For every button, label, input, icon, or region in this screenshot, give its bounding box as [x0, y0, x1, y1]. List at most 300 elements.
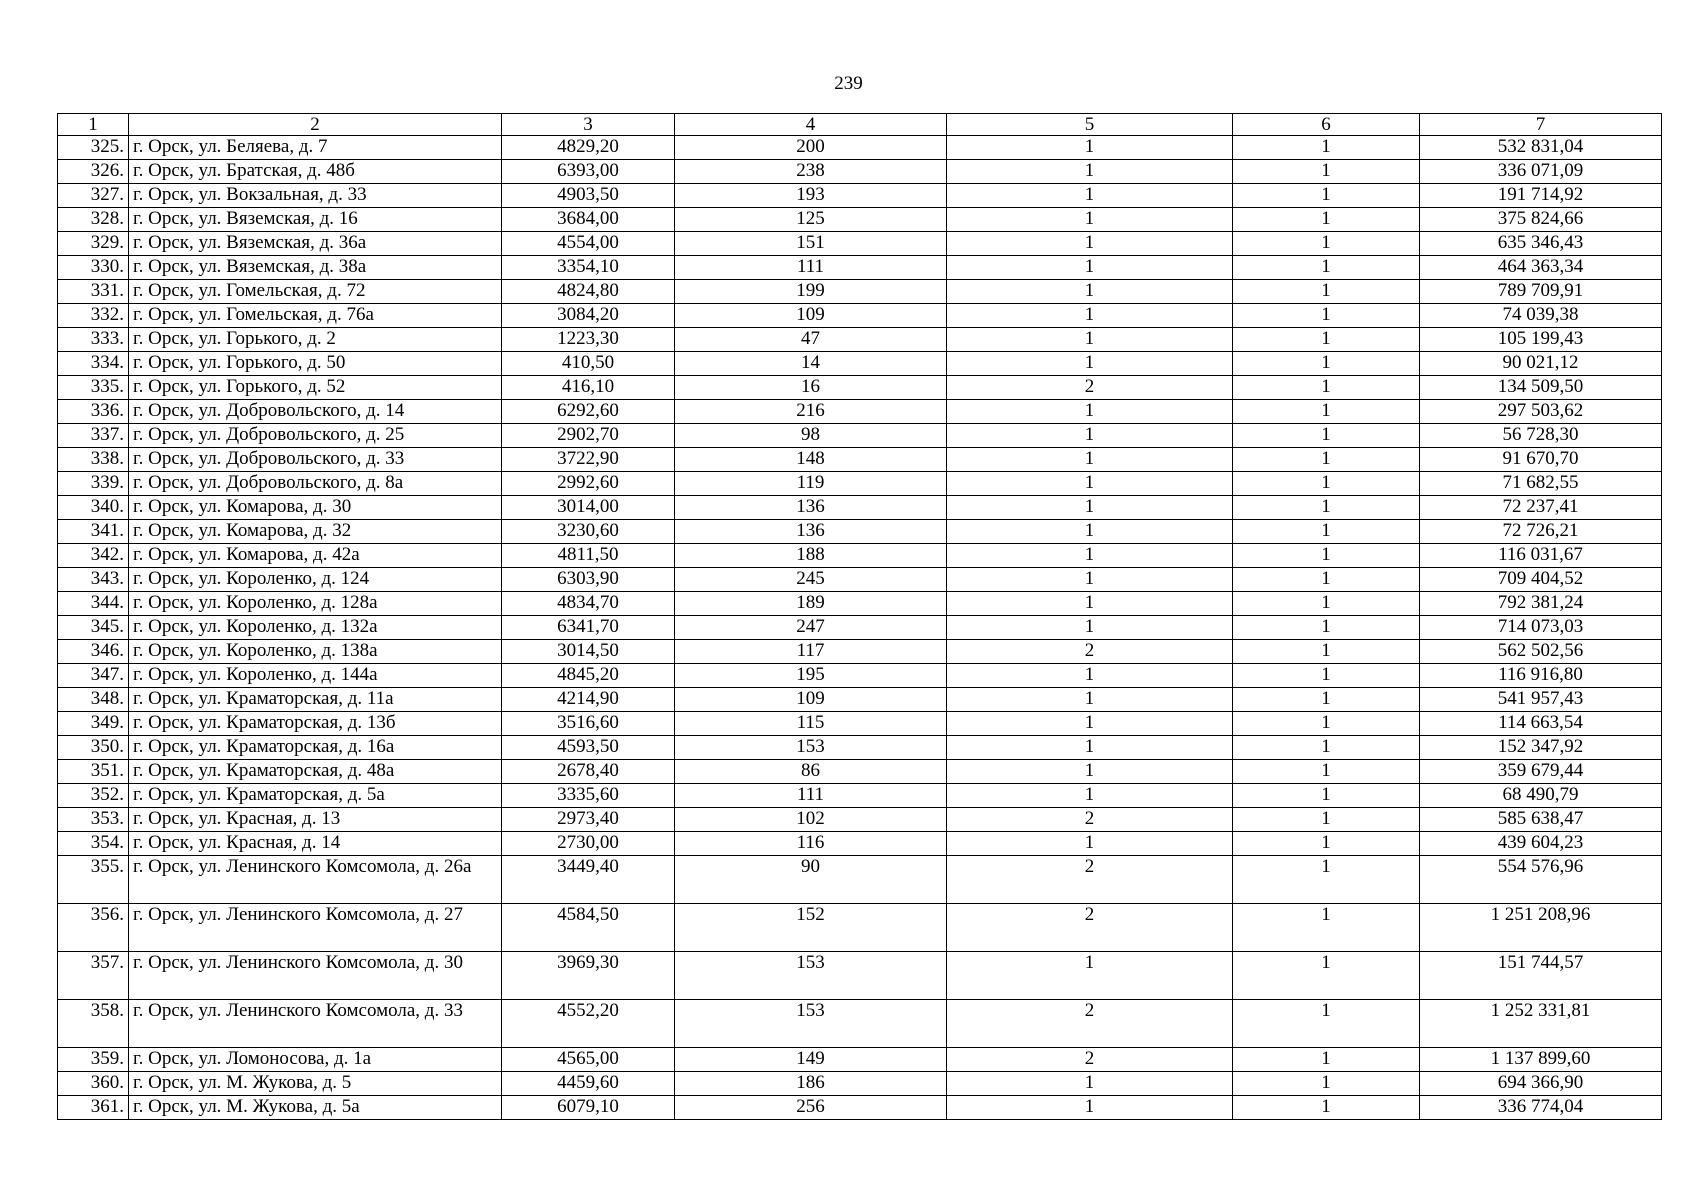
- area-cell: 3084,20: [502, 304, 675, 328]
- residents-cell: 102: [675, 808, 947, 832]
- residents-cell: 109: [675, 304, 947, 328]
- col6-cell: 1: [1233, 568, 1420, 592]
- table-row: [58, 328, 1662, 352]
- residents-cell: 151: [675, 232, 947, 256]
- amount-cell: 464 363,34: [1420, 256, 1662, 280]
- col6-cell: 1: [1233, 784, 1420, 808]
- area-cell: 2730,00: [502, 832, 675, 856]
- amount-cell: 532 831,04: [1420, 136, 1662, 160]
- residents-cell: 256: [675, 1096, 947, 1120]
- housing-register-table: [57, 113, 1662, 1120]
- table-row: [58, 616, 1662, 640]
- col6-cell: 1: [1233, 544, 1420, 568]
- col5-cell: 1: [947, 1072, 1233, 1096]
- column-number-row: [58, 114, 1662, 136]
- area-cell: 4824,80: [502, 280, 675, 304]
- address-cell: г. Орск, ул. Гомельская, д. 72: [129, 280, 502, 304]
- table-row: [58, 400, 1662, 424]
- residents-cell: 119: [675, 472, 947, 496]
- col5-cell: 1: [947, 232, 1233, 256]
- col5-cell: 1: [947, 712, 1233, 736]
- area-cell: 6079,10: [502, 1096, 675, 1120]
- amount-cell: 1 252 331,81: [1420, 1000, 1662, 1048]
- table-row: [58, 352, 1662, 376]
- row-number-cell: 332.: [58, 304, 129, 328]
- area-cell: 4834,70: [502, 592, 675, 616]
- column-header: 1: [58, 114, 129, 136]
- col6-cell: 1: [1233, 856, 1420, 904]
- address-cell: г. Орск, ул. Краматорская, д. 11а: [129, 688, 502, 712]
- area-cell: 3516,60: [502, 712, 675, 736]
- row-number-cell: 325.: [58, 136, 129, 160]
- row-number-cell: 341.: [58, 520, 129, 544]
- area-cell: 410,50: [502, 352, 675, 376]
- address-cell: г. Орск, ул. Вяземская, д. 38а: [129, 256, 502, 280]
- residents-cell: 193: [675, 184, 947, 208]
- table-row: [58, 520, 1662, 544]
- row-number-cell: 339.: [58, 472, 129, 496]
- address-cell: г. Орск, ул. Краматорская, д. 5а: [129, 784, 502, 808]
- col5-cell: 1: [947, 1096, 1233, 1120]
- table-row: [58, 952, 1662, 1000]
- amount-cell: 439 604,23: [1420, 832, 1662, 856]
- amount-cell: 116 916,80: [1420, 664, 1662, 688]
- row-number-cell: 328.: [58, 208, 129, 232]
- address-cell: г. Орск, ул. Ленинского Комсомола, д. 33: [129, 1000, 502, 1048]
- row-number-cell: 354.: [58, 832, 129, 856]
- address-cell: г. Орск, ул. Добровольского, д. 33: [129, 448, 502, 472]
- amount-cell: 72 726,21: [1420, 520, 1662, 544]
- page-number: 239: [834, 73, 863, 94]
- area-cell: 3684,00: [502, 208, 675, 232]
- amount-cell: 72 237,41: [1420, 496, 1662, 520]
- address-cell: г. Орск, ул. Ломоносова, д. 1а: [129, 1048, 502, 1072]
- address-cell: г. Орск, ул. Добровольского, д. 8а: [129, 472, 502, 496]
- address-cell: г. Орск, ул. Короленко, д. 138а: [129, 640, 502, 664]
- col5-cell: 1: [947, 304, 1233, 328]
- residents-cell: 90: [675, 856, 947, 904]
- col6-cell: 1: [1233, 352, 1420, 376]
- col5-cell: 1: [947, 784, 1233, 808]
- col5-cell: 1: [947, 760, 1233, 784]
- residents-cell: 186: [675, 1072, 947, 1096]
- table-row: [58, 232, 1662, 256]
- col5-cell: 2: [947, 856, 1233, 904]
- col5-cell: 1: [947, 664, 1233, 688]
- col6-cell: 1: [1233, 376, 1420, 400]
- col6-cell: 1: [1233, 304, 1420, 328]
- address-cell: г. Орск, ул. Краматорская, д. 48а: [129, 760, 502, 784]
- residents-cell: 111: [675, 256, 947, 280]
- address-cell: г. Орск, ул. Короленко, д. 128а: [129, 592, 502, 616]
- table-row: [58, 472, 1662, 496]
- residents-cell: 116: [675, 832, 947, 856]
- residents-cell: 109: [675, 688, 947, 712]
- row-number-cell: 331.: [58, 280, 129, 304]
- address-cell: г. Орск, ул. Короленко, д. 144а: [129, 664, 502, 688]
- table-row: [58, 664, 1662, 688]
- col6-cell: 1: [1233, 496, 1420, 520]
- col5-cell: 1: [947, 496, 1233, 520]
- row-number-cell: 346.: [58, 640, 129, 664]
- area-cell: 4552,20: [502, 1000, 675, 1048]
- amount-cell: 56 728,30: [1420, 424, 1662, 448]
- residents-cell: 47: [675, 328, 947, 352]
- amount-cell: 336 071,09: [1420, 160, 1662, 184]
- amount-cell: 714 073,03: [1420, 616, 1662, 640]
- address-cell: г. Орск, ул. Краматорская, д. 16а: [129, 736, 502, 760]
- residents-cell: 199: [675, 280, 947, 304]
- table-body: [58, 136, 1662, 1120]
- col5-cell: 1: [947, 328, 1233, 352]
- col5-cell: 1: [947, 616, 1233, 640]
- area-cell: 4593,50: [502, 736, 675, 760]
- col6-cell: 1: [1233, 400, 1420, 424]
- amount-cell: 105 199,43: [1420, 328, 1662, 352]
- area-cell: 6303,90: [502, 568, 675, 592]
- amount-cell: 151 744,57: [1420, 952, 1662, 1000]
- table-row: [58, 808, 1662, 832]
- col5-cell: 1: [947, 400, 1233, 424]
- table-row: [58, 712, 1662, 736]
- col6-cell: 1: [1233, 712, 1420, 736]
- col6-cell: 1: [1233, 616, 1420, 640]
- col6-cell: 1: [1233, 424, 1420, 448]
- residents-cell: 149: [675, 1048, 947, 1072]
- amount-cell: 191 714,92: [1420, 184, 1662, 208]
- residents-cell: 148: [675, 448, 947, 472]
- residents-cell: 16: [675, 376, 947, 400]
- column-header: 6: [1233, 114, 1420, 136]
- col5-cell: 1: [947, 832, 1233, 856]
- address-cell: г. Орск, ул. Комарова, д. 30: [129, 496, 502, 520]
- area-cell: 2902,70: [502, 424, 675, 448]
- row-number-cell: 344.: [58, 592, 129, 616]
- area-cell: 3230,60: [502, 520, 675, 544]
- amount-cell: 1 137 899,60: [1420, 1048, 1662, 1072]
- amount-cell: 554 576,96: [1420, 856, 1662, 904]
- col5-cell: 1: [947, 160, 1233, 184]
- amount-cell: 359 679,44: [1420, 760, 1662, 784]
- column-header: 7: [1420, 114, 1662, 136]
- address-cell: г. Орск, ул. Горького, д. 2: [129, 328, 502, 352]
- row-number-cell: 361.: [58, 1096, 129, 1120]
- row-number-cell: 358.: [58, 1000, 129, 1048]
- col6-cell: 1: [1233, 184, 1420, 208]
- column-header: 3: [502, 114, 675, 136]
- table-row: [58, 736, 1662, 760]
- amount-cell: 68 490,79: [1420, 784, 1662, 808]
- row-number-cell: 336.: [58, 400, 129, 424]
- table-row: [58, 1096, 1662, 1120]
- table-row: [58, 1000, 1662, 1048]
- residents-cell: 111: [675, 784, 947, 808]
- residents-cell: 152: [675, 904, 947, 952]
- amount-cell: 541 957,43: [1420, 688, 1662, 712]
- table-row: [58, 280, 1662, 304]
- row-number-cell: 333.: [58, 328, 129, 352]
- row-number-cell: 352.: [58, 784, 129, 808]
- col6-cell: 1: [1233, 1000, 1420, 1048]
- col5-cell: 2: [947, 1048, 1233, 1072]
- col5-cell: 1: [947, 136, 1233, 160]
- residents-cell: 86: [675, 760, 947, 784]
- amount-cell: 635 346,43: [1420, 232, 1662, 256]
- area-cell: 4554,00: [502, 232, 675, 256]
- col6-cell: 1: [1233, 448, 1420, 472]
- col6-cell: 1: [1233, 832, 1420, 856]
- residents-cell: 136: [675, 496, 947, 520]
- address-cell: г. Орск, ул. Ленинского Комсомола, д. 26а: [129, 856, 502, 904]
- area-cell: 416,10: [502, 376, 675, 400]
- col6-cell: 1: [1233, 760, 1420, 784]
- col6-cell: 1: [1233, 280, 1420, 304]
- area-cell: 4845,20: [502, 664, 675, 688]
- row-number-cell: 360.: [58, 1072, 129, 1096]
- residents-cell: 125: [675, 208, 947, 232]
- address-cell: г. Орск, ул. Красная, д. 13: [129, 808, 502, 832]
- amount-cell: 114 663,54: [1420, 712, 1662, 736]
- address-cell: г. Орск, ул. Беляева, д. 7: [129, 136, 502, 160]
- residents-cell: 245: [675, 568, 947, 592]
- col5-cell: 1: [947, 472, 1233, 496]
- row-number-cell: 337.: [58, 424, 129, 448]
- address-cell: г. Орск, ул. Красная, д. 14: [129, 832, 502, 856]
- col6-cell: 1: [1233, 592, 1420, 616]
- amount-cell: 116 031,67: [1420, 544, 1662, 568]
- amount-cell: 792 381,24: [1420, 592, 1662, 616]
- area-cell: 4214,90: [502, 688, 675, 712]
- area-cell: 6393,00: [502, 160, 675, 184]
- row-number-cell: 349.: [58, 712, 129, 736]
- area-cell: 3354,10: [502, 256, 675, 280]
- row-number-cell: 350.: [58, 736, 129, 760]
- area-cell: 2973,40: [502, 808, 675, 832]
- table-row: [58, 136, 1662, 160]
- col5-cell: 1: [947, 688, 1233, 712]
- residents-cell: 195: [675, 664, 947, 688]
- residents-cell: 136: [675, 520, 947, 544]
- row-number-cell: 359.: [58, 1048, 129, 1072]
- area-cell: 2678,40: [502, 760, 675, 784]
- col5-cell: 2: [947, 640, 1233, 664]
- address-cell: г. Орск, ул. Краматорская, д. 13б: [129, 712, 502, 736]
- col6-cell: 1: [1233, 952, 1420, 1000]
- address-cell: г. Орск, ул. Комарова, д. 42а: [129, 544, 502, 568]
- residents-cell: 247: [675, 616, 947, 640]
- area-cell: 4903,50: [502, 184, 675, 208]
- area-cell: 3969,30: [502, 952, 675, 1000]
- residents-cell: 200: [675, 136, 947, 160]
- amount-cell: 709 404,52: [1420, 568, 1662, 592]
- amount-cell: 789 709,91: [1420, 280, 1662, 304]
- address-cell: г. Орск, ул. Горького, д. 52: [129, 376, 502, 400]
- amount-cell: 375 824,66: [1420, 208, 1662, 232]
- column-header: 2: [129, 114, 502, 136]
- col5-cell: 1: [947, 568, 1233, 592]
- table-row: [58, 832, 1662, 856]
- row-number-cell: 329.: [58, 232, 129, 256]
- row-number-cell: 343.: [58, 568, 129, 592]
- col6-cell: 1: [1233, 520, 1420, 544]
- table-row: [58, 856, 1662, 904]
- area-cell: 4459,60: [502, 1072, 675, 1096]
- col5-cell: 1: [947, 184, 1233, 208]
- col5-cell: 2: [947, 376, 1233, 400]
- col6-cell: 1: [1233, 640, 1420, 664]
- col5-cell: 1: [947, 448, 1233, 472]
- col6-cell: 1: [1233, 808, 1420, 832]
- address-cell: г. Орск, ул. Вяземская, д. 36а: [129, 232, 502, 256]
- table-row: [58, 568, 1662, 592]
- table-row: [58, 688, 1662, 712]
- table-row: [58, 496, 1662, 520]
- row-number-cell: 334.: [58, 352, 129, 376]
- row-number-cell: 355.: [58, 856, 129, 904]
- col5-cell: 1: [947, 256, 1233, 280]
- area-cell: 1223,30: [502, 328, 675, 352]
- residents-cell: 98: [675, 424, 947, 448]
- area-cell: 6341,70: [502, 616, 675, 640]
- col6-cell: 1: [1233, 688, 1420, 712]
- table-row: [58, 1048, 1662, 1072]
- row-number-cell: 351.: [58, 760, 129, 784]
- table-row: [58, 544, 1662, 568]
- col5-cell: 1: [947, 208, 1233, 232]
- address-cell: г. Орск, ул. Вокзальная, д. 33: [129, 184, 502, 208]
- amount-cell: 71 682,55: [1420, 472, 1662, 496]
- address-cell: г. Орск, ул. М. Жукова, д. 5а: [129, 1096, 502, 1120]
- amount-cell: 91 670,70: [1420, 448, 1662, 472]
- amount-cell: 694 366,90: [1420, 1072, 1662, 1096]
- address-cell: г. Орск, ул. Гомельская, д. 76а: [129, 304, 502, 328]
- col6-cell: 1: [1233, 328, 1420, 352]
- address-cell: г. Орск, ул. Добровольского, д. 14: [129, 400, 502, 424]
- row-number-cell: 338.: [58, 448, 129, 472]
- residents-cell: 238: [675, 160, 947, 184]
- col6-cell: 1: [1233, 136, 1420, 160]
- amount-cell: 90 021,12: [1420, 352, 1662, 376]
- amount-cell: 297 503,62: [1420, 400, 1662, 424]
- amount-cell: 585 638,47: [1420, 808, 1662, 832]
- address-cell: г. Орск, ул. Вяземская, д. 16: [129, 208, 502, 232]
- row-number-cell: 347.: [58, 664, 129, 688]
- column-header: 4: [675, 114, 947, 136]
- col6-cell: 1: [1233, 664, 1420, 688]
- table-row: [58, 448, 1662, 472]
- amount-cell: 74 039,38: [1420, 304, 1662, 328]
- row-number-cell: 327.: [58, 184, 129, 208]
- residents-cell: 115: [675, 712, 947, 736]
- col5-cell: 1: [947, 736, 1233, 760]
- area-cell: 3722,90: [502, 448, 675, 472]
- col5-cell: 1: [947, 424, 1233, 448]
- col6-cell: 1: [1233, 232, 1420, 256]
- address-cell: г. Орск, ул. Ленинского Комсомола, д. 30: [129, 952, 502, 1000]
- col5-cell: 2: [947, 904, 1233, 952]
- address-cell: г. Орск, ул. Короленко, д. 124: [129, 568, 502, 592]
- residents-cell: 153: [675, 952, 947, 1000]
- area-cell: 3335,60: [502, 784, 675, 808]
- col6-cell: 1: [1233, 256, 1420, 280]
- col6-cell: 1: [1233, 904, 1420, 952]
- amount-cell: 1 251 208,96: [1420, 904, 1662, 952]
- area-cell: 4584,50: [502, 904, 675, 952]
- row-number-cell: 330.: [58, 256, 129, 280]
- col5-cell: 2: [947, 1000, 1233, 1048]
- address-cell: г. Орск, ул. Добровольского, д. 25: [129, 424, 502, 448]
- table-row: [58, 208, 1662, 232]
- col6-cell: 1: [1233, 736, 1420, 760]
- residents-cell: 216: [675, 400, 947, 424]
- table-row: [58, 304, 1662, 328]
- address-cell: г. Орск, ул. Короленко, д. 132а: [129, 616, 502, 640]
- row-number-cell: 326.: [58, 160, 129, 184]
- area-cell: 3449,40: [502, 856, 675, 904]
- amount-cell: 152 347,92: [1420, 736, 1662, 760]
- table-row: [58, 760, 1662, 784]
- table-row: [58, 784, 1662, 808]
- address-cell: г. Орск, ул. Братская, д. 48б: [129, 160, 502, 184]
- col6-cell: 1: [1233, 472, 1420, 496]
- column-header: 5: [947, 114, 1233, 136]
- col5-cell: 1: [947, 544, 1233, 568]
- table-row: [58, 1072, 1662, 1096]
- row-number-cell: 357.: [58, 952, 129, 1000]
- area-cell: 4811,50: [502, 544, 675, 568]
- row-number-cell: 342.: [58, 544, 129, 568]
- row-number-cell: 353.: [58, 808, 129, 832]
- col5-cell: 1: [947, 520, 1233, 544]
- col5-cell: 1: [947, 280, 1233, 304]
- row-number-cell: 345.: [58, 616, 129, 640]
- area-cell: 3014,00: [502, 496, 675, 520]
- area-cell: 6292,60: [502, 400, 675, 424]
- table-row: [58, 904, 1662, 952]
- table-row: [58, 376, 1662, 400]
- table-row: [58, 592, 1662, 616]
- row-number-cell: 340.: [58, 496, 129, 520]
- residents-cell: 117: [675, 640, 947, 664]
- residents-cell: 189: [675, 592, 947, 616]
- residents-cell: 153: [675, 1000, 947, 1048]
- amount-cell: 336 774,04: [1420, 1096, 1662, 1120]
- address-cell: г. Орск, ул. Горького, д. 50: [129, 352, 502, 376]
- address-cell: г. Орск, ул. М. Жукова, д. 5: [129, 1072, 502, 1096]
- row-number-cell: 356.: [58, 904, 129, 952]
- col6-cell: 1: [1233, 1048, 1420, 1072]
- address-cell: г. Орск, ул. Ленинского Комсомола, д. 27: [129, 904, 502, 952]
- residents-cell: 188: [675, 544, 947, 568]
- col6-cell: 1: [1233, 1096, 1420, 1120]
- address-cell: г. Орск, ул. Комарова, д. 32: [129, 520, 502, 544]
- col5-cell: 1: [947, 592, 1233, 616]
- col5-cell: 1: [947, 952, 1233, 1000]
- col6-cell: 1: [1233, 208, 1420, 232]
- area-cell: 3014,50: [502, 640, 675, 664]
- area-cell: 4565,00: [502, 1048, 675, 1072]
- col5-cell: 2: [947, 808, 1233, 832]
- table-row: [58, 160, 1662, 184]
- residents-cell: 153: [675, 736, 947, 760]
- table-row: [58, 424, 1662, 448]
- table-row: [58, 184, 1662, 208]
- residents-cell: 14: [675, 352, 947, 376]
- table-row: [58, 256, 1662, 280]
- area-cell: 4829,20: [502, 136, 675, 160]
- amount-cell: 134 509,50: [1420, 376, 1662, 400]
- col6-cell: 1: [1233, 160, 1420, 184]
